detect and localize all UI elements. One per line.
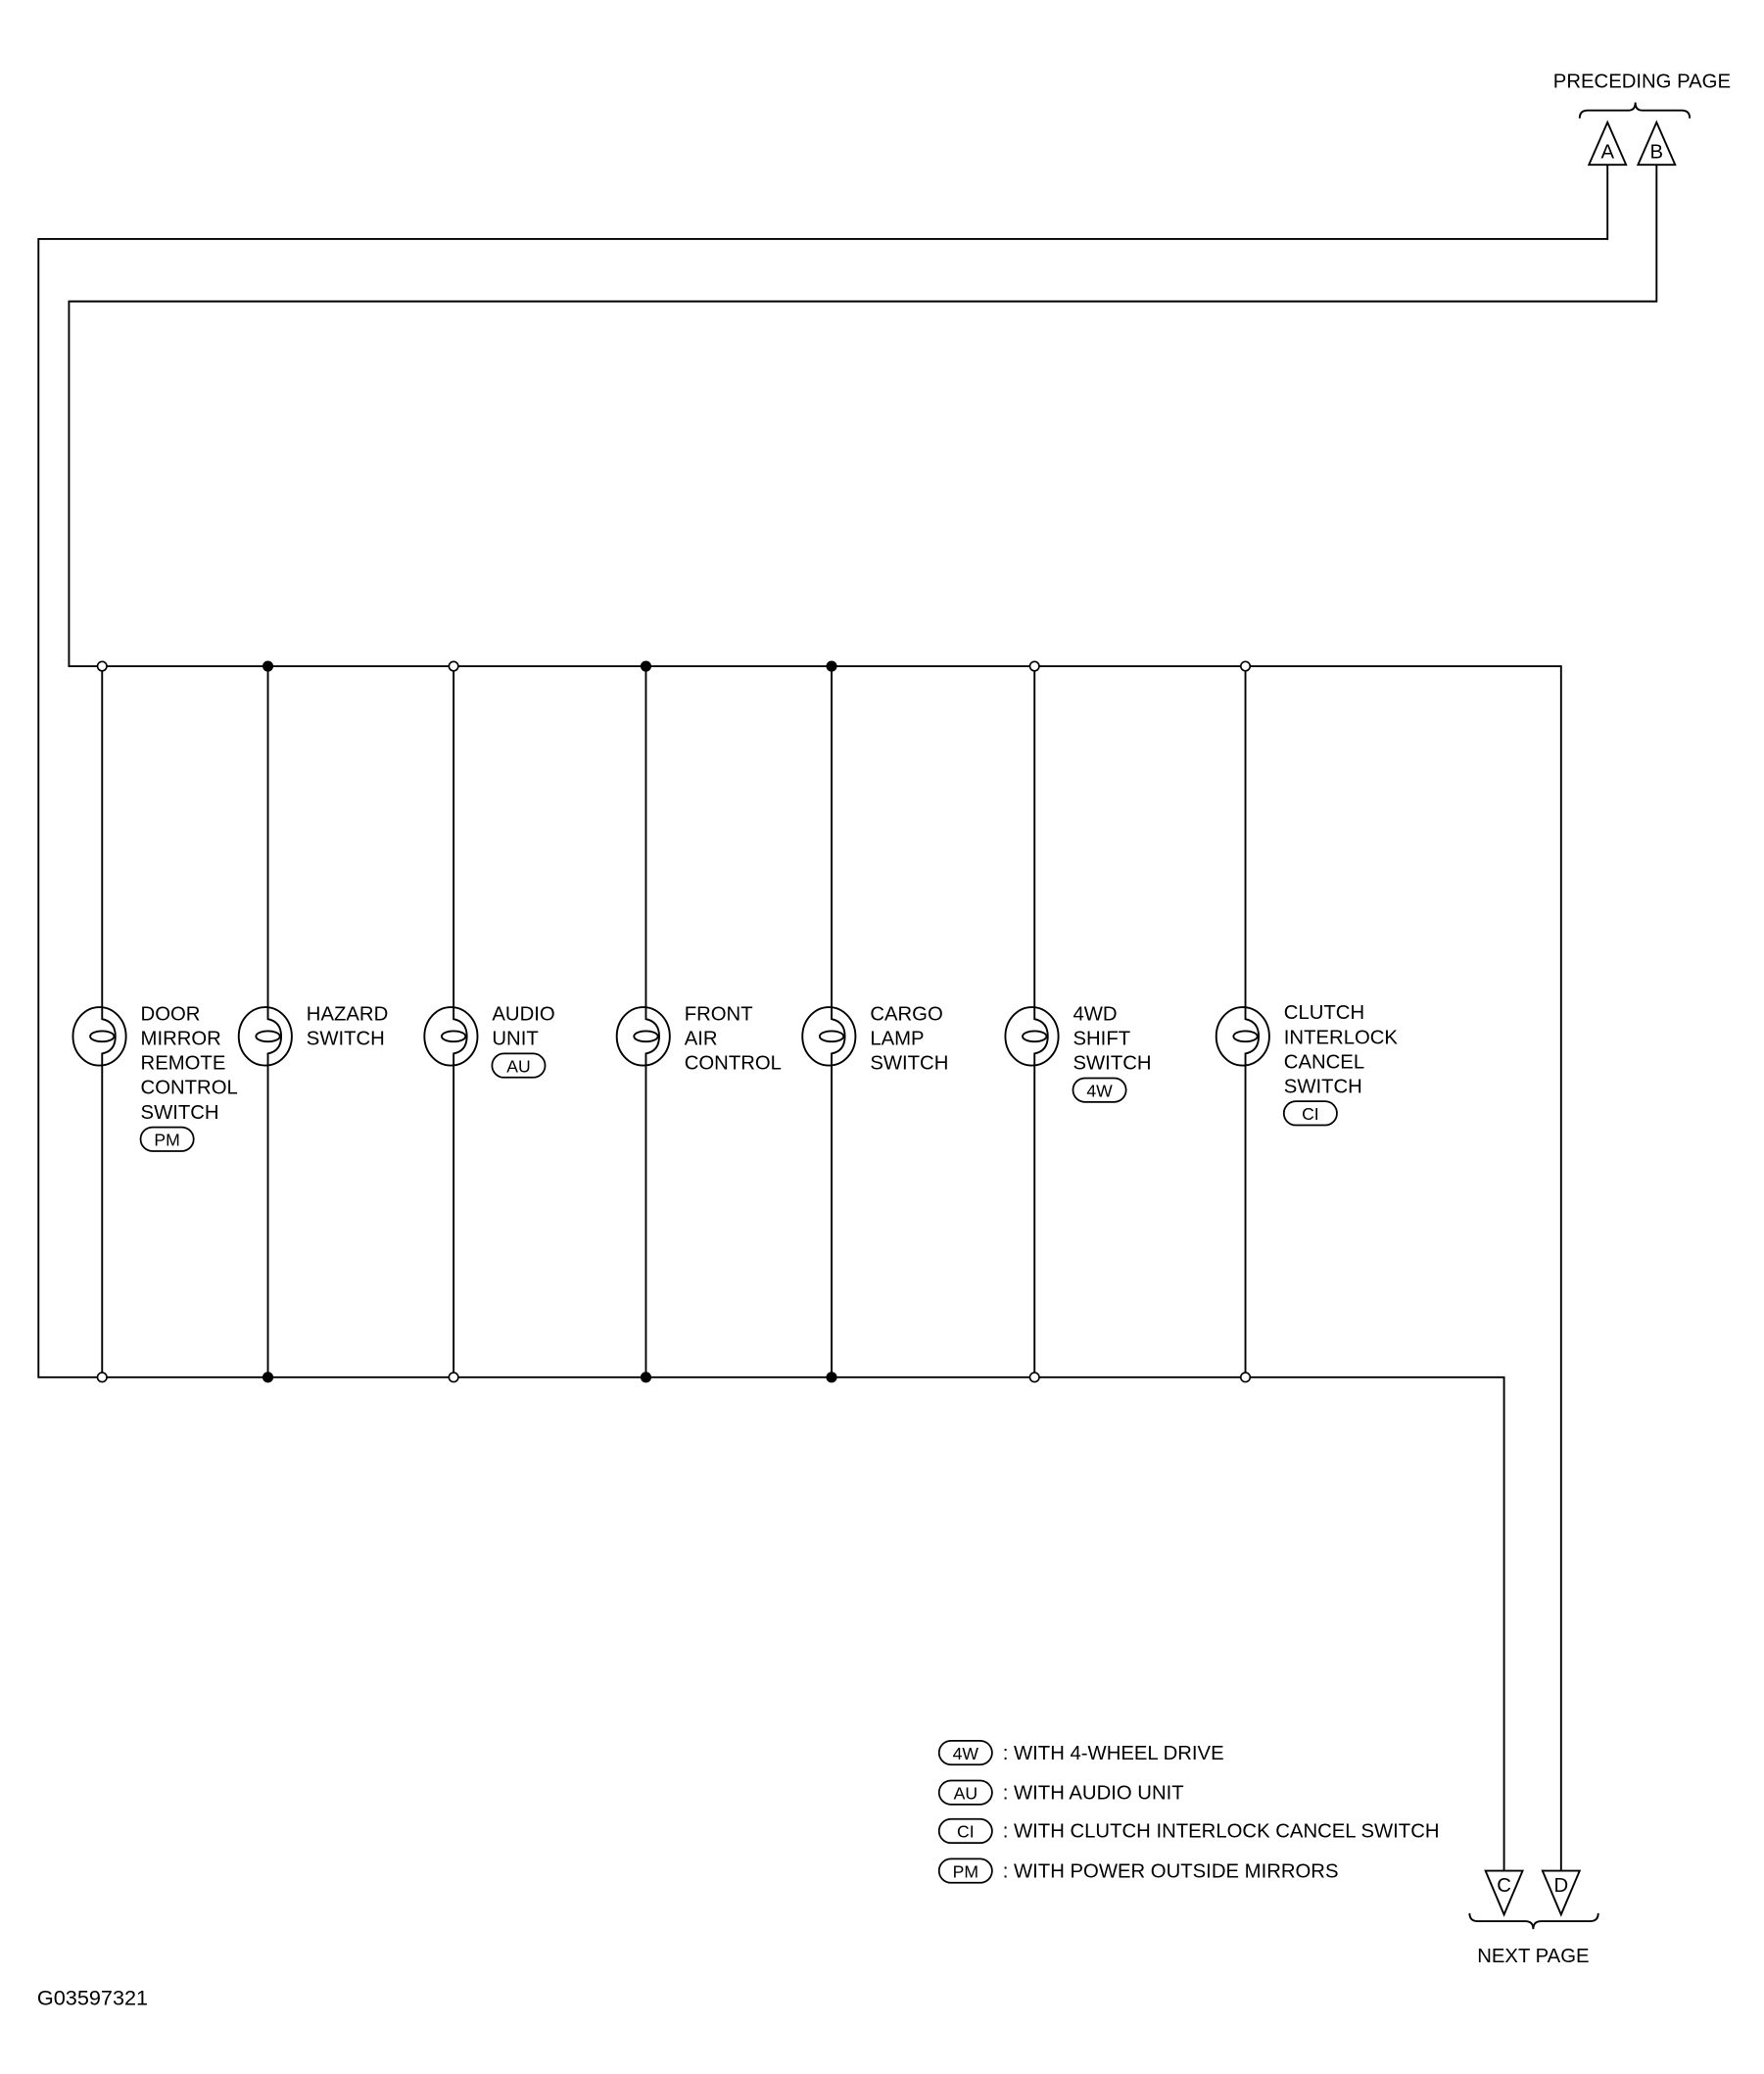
component-label: SWITCH: [306, 1028, 385, 1050]
lamp-icon: [802, 1007, 855, 1066]
junction-dot: [642, 1373, 650, 1381]
component-label: CLUTCH: [1283, 1002, 1365, 1025]
connector-label: C: [1497, 1875, 1511, 1898]
component-label: HAZARD: [306, 1003, 389, 1026]
junction-dot: [1029, 661, 1038, 670]
lamp-icon: [72, 1007, 125, 1066]
component-label: DOOR: [140, 1003, 201, 1026]
legend-item: [939, 1780, 1184, 1804]
junction-dot: [98, 1373, 107, 1381]
legend-text: : WITH AUDIO UNIT: [1002, 1782, 1184, 1805]
component-label: CONTROL: [140, 1077, 238, 1099]
lamp-component: [802, 661, 948, 1381]
component-label: 4WD: [1073, 1003, 1118, 1026]
component-label: CONTROL: [684, 1052, 782, 1075]
option-badge-label: 4W: [952, 1743, 979, 1763]
connector-label: B: [1649, 141, 1664, 164]
junction-dot: [1241, 661, 1250, 670]
component-label: REMOTE: [140, 1052, 226, 1075]
connector-label: D: [1553, 1875, 1569, 1898]
next-page-brace: [1469, 1913, 1597, 1929]
option-badge-label: PM: [154, 1130, 180, 1150]
preceding-page-brace: [1580, 103, 1690, 119]
lamp-coil-icon: [256, 1031, 279, 1041]
lamp-coil-icon: [634, 1031, 657, 1041]
connector-label: A: [1600, 141, 1614, 164]
component-label: INTERLOCK: [1283, 1027, 1398, 1049]
lamp-icon: [239, 1007, 292, 1066]
component-label: SWITCH: [870, 1052, 949, 1075]
component-label: SWITCH: [140, 1101, 219, 1124]
lamp-component: [72, 661, 237, 1381]
legend-item: [939, 1741, 1224, 1764]
junction-dot: [449, 1373, 457, 1381]
component-label: AIR: [684, 1028, 718, 1050]
lamp-coil-icon: [820, 1031, 843, 1041]
option-badge-label: CI: [957, 1821, 975, 1842]
legend-item: [939, 1819, 1440, 1843]
junction-dot: [263, 1373, 272, 1381]
component-label: SHIFT: [1073, 1028, 1131, 1050]
components: [72, 661, 1398, 1381]
figure-id: G03597321: [36, 1985, 149, 2010]
lamp-icon: [424, 1007, 477, 1066]
next-page-label: NEXT PAGE: [1477, 1946, 1590, 1968]
junction-dot: [98, 661, 107, 670]
legend-text: : WITH CLUTCH INTERLOCK CANCEL SWITCH: [1002, 1820, 1440, 1843]
component-label: LAMP: [870, 1028, 925, 1050]
component-label: SWITCH: [1283, 1076, 1362, 1098]
junction-dot: [827, 1373, 835, 1381]
lamp-component: [1005, 661, 1151, 1381]
lamp-coil-icon: [1233, 1031, 1257, 1041]
lamp-icon: [1216, 1007, 1269, 1066]
wires: [38, 122, 1675, 1914]
junction-dot: [263, 661, 272, 670]
component-label: FRONT: [684, 1003, 753, 1026]
legend-item: [939, 1858, 1339, 1882]
lamp-component: [617, 661, 782, 1381]
junction-dot: [449, 661, 457, 670]
component-label: MIRROR: [140, 1028, 221, 1050]
legend: [939, 1741, 1440, 1883]
component-label: SWITCH: [1073, 1052, 1152, 1075]
lamp-coil-icon: [1023, 1031, 1046, 1041]
lamp-coil-icon: [442, 1031, 465, 1041]
lamp-component: [424, 661, 554, 1381]
lamp-icon: [1005, 1007, 1058, 1066]
component-label: UNIT: [492, 1028, 539, 1050]
legend-text: : WITH 4-WHEEL DRIVE: [1002, 1742, 1224, 1764]
lamp-component: [239, 661, 389, 1381]
component-label: AUDIO: [492, 1003, 555, 1026]
component-label: CARGO: [870, 1003, 943, 1026]
junction-dot: [642, 661, 650, 670]
component-label: CANCEL: [1283, 1051, 1365, 1074]
preceding-page-label: PRECEDING PAGE: [1552, 71, 1732, 93]
option-badge-label: CI: [1302, 1104, 1319, 1125]
option-badge-label: AU: [953, 1783, 978, 1804]
option-badge-label: AU: [506, 1056, 531, 1077]
lamp-icon: [617, 1007, 670, 1066]
lamp-component: [1216, 661, 1399, 1381]
wire-a-c: [38, 165, 1607, 1870]
lamp-coil-icon: [90, 1031, 114, 1041]
junction-dot: [1029, 1373, 1038, 1381]
legend-text: : WITH POWER OUTSIDE MIRRORS: [1002, 1860, 1339, 1883]
junction-dot: [827, 661, 835, 670]
option-badge-label: PM: [952, 1861, 979, 1882]
option-badge-label: 4W: [1086, 1081, 1113, 1101]
junction-dot: [1241, 1373, 1250, 1381]
